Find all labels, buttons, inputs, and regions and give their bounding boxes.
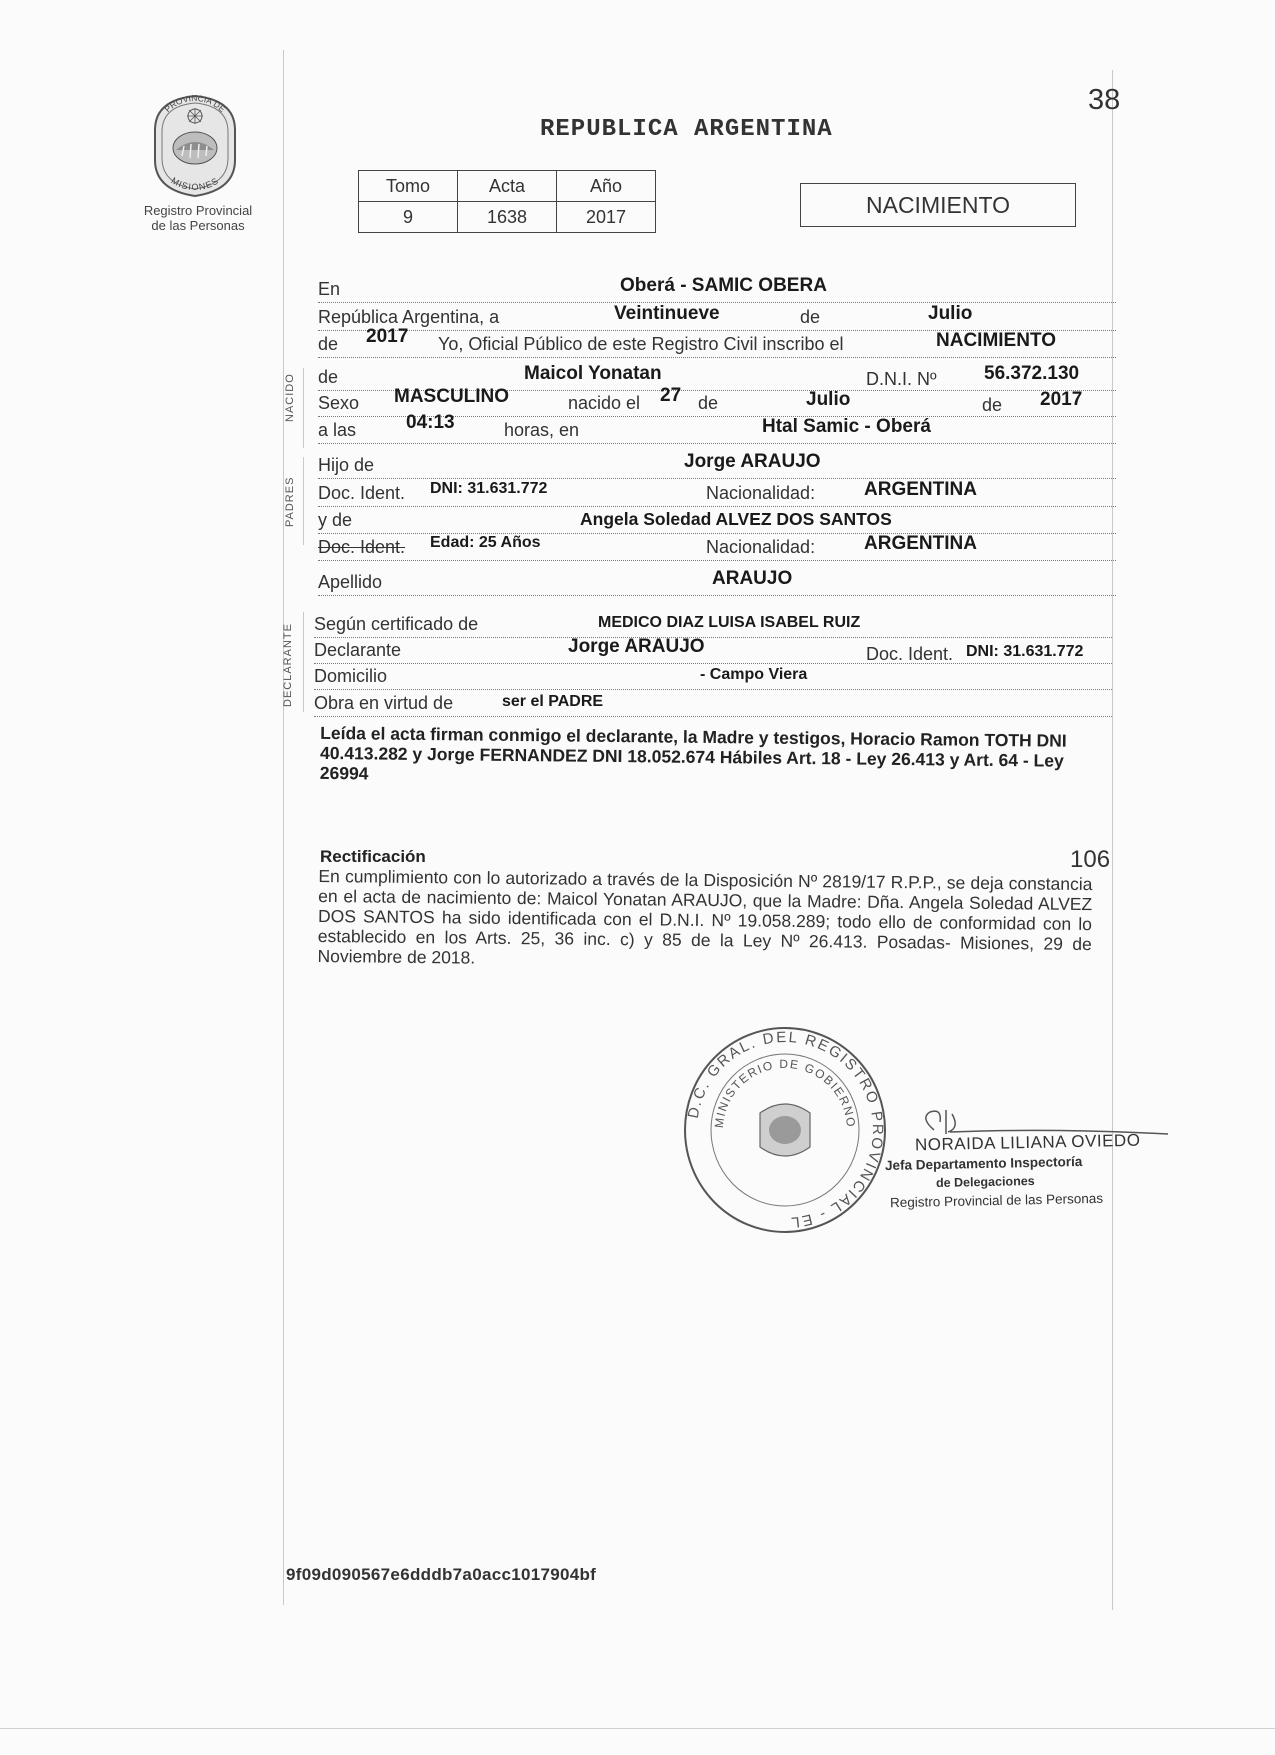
- registry-header-tomo: Tomo: [359, 171, 458, 202]
- en-value: Oberá - SAMIC OBERA: [620, 275, 827, 296]
- svg-text:PROVINCIA DE: PROVINCIA DE: [162, 92, 228, 115]
- alas-value: 04:13: [406, 412, 455, 433]
- decl-doc-label: Doc. Ident.: [866, 644, 954, 664]
- cert-label: Según certificado de: [314, 614, 479, 634]
- svg-text:MINISTERIO DE GOBIERNO: MINISTERIO DE GOBIERNO: [711, 1056, 859, 1129]
- registry-header-anio: Año: [557, 171, 656, 202]
- apellido-value: ARAUJO: [712, 568, 793, 589]
- signer-organization: Registro Provincial de las Personas: [889, 1190, 1104, 1211]
- de-label: de: [318, 334, 339, 354]
- sexo-value: MASCULINO: [394, 386, 510, 407]
- yde-label: y de: [318, 510, 353, 530]
- registry-header-acta: Acta: [458, 171, 557, 202]
- row-domicilio: [314, 663, 1112, 690]
- nac1-label: Nacionalidad:: [706, 483, 816, 503]
- registry-value-row: [359, 202, 656, 233]
- signer-role-line2: de Delegaciones: [935, 1173, 1035, 1191]
- row-declarante: [314, 637, 1112, 664]
- nac1-value: ARGENTINA: [864, 479, 977, 500]
- apellido-label: Apellido: [318, 572, 383, 592]
- nac2-label: Nacionalidad:: [706, 537, 816, 557]
- registry-header-row: [359, 171, 656, 202]
- document-title: REPUBLICA ARGENTINA: [540, 116, 833, 143]
- rectification-number: 106: [1070, 846, 1111, 873]
- republica-label: República Argentina, a: [318, 307, 500, 327]
- nombre-label: de: [318, 367, 339, 387]
- de-type: NACIMIENTO: [936, 330, 1056, 351]
- doc2-value: Edad: 25 Años: [430, 534, 541, 551]
- yde-value: Angela Soledad ALVEZ DOS SANTOS: [580, 509, 892, 529]
- padres-bracket: [303, 457, 304, 545]
- row-hijo: [318, 452, 1116, 479]
- row-doc2: [318, 534, 1116, 561]
- side-label-nacido: NACIDO: [284, 373, 296, 422]
- decl-label: Declarante: [314, 640, 402, 660]
- bottom-edge-line: [0, 1728, 1275, 1729]
- de-text: Yo, Oficial Público de este Registro Civil inscribo el: [438, 334, 844, 354]
- signer-role-line1: Jefa Departamento Inspectoría: [884, 1153, 1083, 1174]
- dni-label: D.N.I. Nº: [866, 369, 937, 389]
- side-label-padres: PADRES: [284, 476, 296, 527]
- republica-de: de: [800, 307, 821, 327]
- decl-doc-value: DNI: 31.631.772: [966, 643, 1084, 660]
- province-seal-logo: [140, 90, 250, 200]
- dni-value: 56.372.130: [984, 363, 1080, 384]
- de-year: 2017: [366, 326, 409, 347]
- row-en: [318, 276, 1116, 303]
- nacido-day: 27: [660, 385, 682, 406]
- hijo-value: Jorge ARAUJO: [684, 451, 821, 472]
- nacido-year: 2017: [1040, 389, 1083, 410]
- declarante-bracket: [303, 612, 304, 712]
- doc1-value: DNI: 31.631.772: [430, 480, 548, 497]
- nacido-bracket: [303, 368, 304, 448]
- left-margin-line: [283, 50, 284, 1605]
- signer-name: NORAIDA LILIANA OVIEDO: [914, 1130, 1141, 1155]
- closing-text: Leída el acta firman conmigo el declarante, la Madre y testigos, Horacio Ramon TOTH DNI 40.413.282 y Jorge FERNANDEZ DNI 18.052.674 Hábiles Art. 18 - Ley 26.413 y Art. 64 - Ley 26994: [319, 722, 1067, 784]
- registry-value-acta: 1638: [458, 202, 557, 233]
- page-number: 38: [1088, 84, 1121, 116]
- obra-label: Obra en virtud de: [314, 693, 454, 713]
- nacido-label: nacido el: [568, 393, 641, 413]
- horas-label: horas, en: [504, 420, 580, 440]
- official-stamp: [680, 1025, 890, 1235]
- republica-day: Veintinueve: [614, 303, 720, 324]
- row-obra: [314, 690, 1112, 717]
- logo-caption-line1: Registro Provincial: [143, 203, 253, 218]
- cert-value: MEDICO DIAZ LUISA ISABEL RUIZ: [598, 614, 861, 631]
- alas-label: a las: [318, 420, 357, 440]
- registry-value-tomo: 9: [359, 202, 458, 233]
- nombre-value: Maicol Yonatan: [524, 363, 662, 384]
- hijo-label: Hijo de: [318, 455, 375, 475]
- nacido-month: Julio: [806, 389, 851, 410]
- logo-caption: [118, 203, 278, 233]
- dom-value: - Campo Viera: [700, 666, 808, 683]
- document-hash: 9f09d090567e6dddb7a0acc1017904bf: [286, 1565, 597, 1584]
- sexo-label: Sexo: [318, 393, 360, 413]
- doc-type-box: NACIMIENTO: [800, 183, 1076, 227]
- obra-value: ser el PADRE: [502, 693, 604, 710]
- row-doc1: [318, 480, 1116, 507]
- row-hora: [318, 412, 1116, 444]
- row-republica: [318, 304, 1116, 331]
- logo-caption-line2: de las Personas: [151, 218, 245, 233]
- nacido-de2: de: [982, 395, 1003, 415]
- decl-value: Jorge ARAUJO: [568, 636, 705, 657]
- rectification-body: En cumplimiento con lo autorizado a través de la Disposición Nº 2819/17 R.P.P., se deja constancia en el acta de nacimiento de: Maicol Yonatan ARAUJO, que la Madre: Dña. Angela Soledad ALVEZ DOS SANTOS ha sido identificada con el D.N.I. Nº 19.058.289; todo ello de conformidad con lo establecido en los Arts. 25, 36 inc. c) y 85 de la Ley Nº 26.413. Posadas- Misiones, 29 de Noviembre de 2018.: [317, 865, 1093, 968]
- row-de-anio: [318, 326, 1116, 358]
- registry-value-anio: 2017: [557, 202, 656, 233]
- row-certificado: [314, 611, 1112, 638]
- row-apellido: [318, 569, 1116, 596]
- doc1-label: Doc. Ident.: [318, 483, 406, 503]
- nacido-de: de: [698, 393, 719, 413]
- en-label: En: [318, 279, 341, 299]
- nac2-value: ARGENTINA: [864, 533, 977, 554]
- registry-table: [358, 170, 656, 233]
- dom-label: Domicilio: [314, 666, 388, 686]
- svg-text:MISIONES: MISIONES: [169, 175, 221, 193]
- side-label-declarante: DECLARANTE: [282, 623, 294, 707]
- horas-place: Htal Samic - Oberá: [762, 416, 931, 437]
- republica-month: Julio: [928, 303, 973, 324]
- svg-text:D.C. GRAL. DEL REGISTRO PROVIN: D.C. GRAL. DEL REGISTRO PROVINCIAL - EL: [684, 1028, 887, 1231]
- doc2-label: Doc. Ident.: [318, 537, 406, 557]
- rectification-title: Rectificación: [320, 847, 426, 866]
